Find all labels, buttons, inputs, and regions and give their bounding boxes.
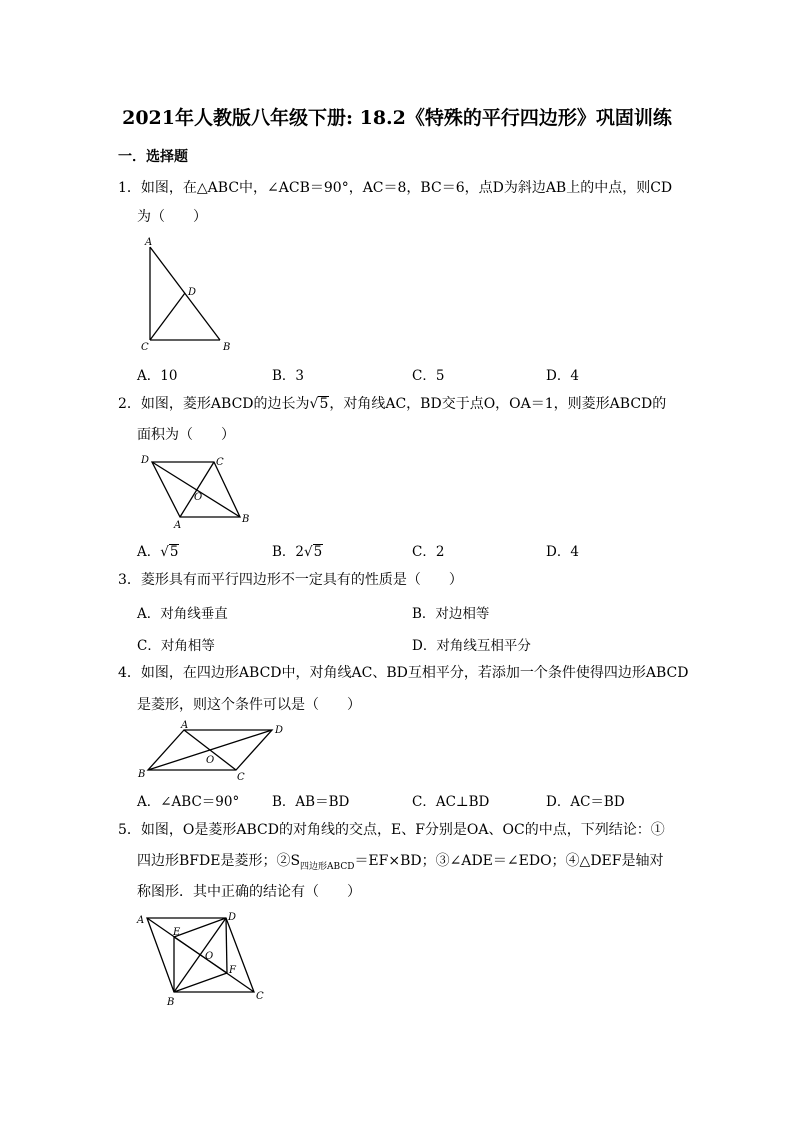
q5-stem-line1: 5．如图，O是菱形ABCD的对角线的交点，E、F分别是OA、OC的中点，下列结论：① bbox=[118, 822, 665, 838]
q3-option-d[interactable]: D．对角线互相平分 bbox=[412, 638, 531, 654]
q4-label-a: A bbox=[181, 720, 189, 731]
q1-option-d[interactable]: D．4 bbox=[546, 368, 579, 384]
q5-label-e: E bbox=[173, 927, 181, 938]
q2-option-a[interactable]: A．√5 bbox=[137, 544, 179, 560]
q1-option-b[interactable]: B．3 bbox=[272, 368, 305, 384]
q5-label-a: A bbox=[137, 915, 145, 926]
q2-option-b[interactable]: B．2√5 bbox=[272, 544, 323, 560]
q4-label-b: B bbox=[138, 769, 146, 780]
page-title: 2021年人教版八年级下册: 18.2《特殊的平行四边形》巩固训练 bbox=[122, 107, 672, 129]
section-heading: 一．选择题 bbox=[118, 149, 188, 165]
q1-option-a[interactable]: A．10 bbox=[137, 368, 178, 384]
q2-option-b-radicand: 5 bbox=[313, 544, 323, 560]
q2-option-a-radicand: 5 bbox=[169, 544, 179, 560]
q5-area-subscript: 四边形ABCD bbox=[300, 861, 355, 872]
q5-label-o: O bbox=[205, 951, 214, 962]
q4-stem-line2: 是菱形，则这个条件可以是（ ） bbox=[137, 697, 361, 713]
q1-label-b: B bbox=[223, 342, 231, 353]
q1-stem-line2: 为（ ） bbox=[137, 209, 207, 225]
q2-label-o: O bbox=[194, 492, 203, 503]
q1-label-d: D bbox=[188, 287, 197, 298]
q5-label-c: C bbox=[256, 991, 264, 1002]
q3-option-b[interactable]: B．对边相等 bbox=[412, 606, 490, 622]
q3-option-c[interactable]: C．对角相等 bbox=[137, 638, 215, 654]
q2-label-a: A bbox=[174, 520, 182, 531]
q4-label-c: C bbox=[237, 772, 245, 783]
q2-stem-part-b: ，对角线AC，BD交于点O，OA＝1，则菱形ABCD的 bbox=[329, 396, 667, 412]
q2-label-b: B bbox=[242, 514, 250, 525]
q1-label-c: C bbox=[141, 342, 149, 353]
q2-sqrt5: 5 bbox=[319, 396, 329, 412]
q4-option-b[interactable]: B．AB＝BD bbox=[272, 794, 350, 810]
q5-label-f: F bbox=[229, 965, 236, 976]
q4-label-o: O bbox=[206, 755, 215, 766]
q2-label-d: D bbox=[141, 455, 150, 466]
q5-label-d: D bbox=[228, 912, 237, 923]
q5-stem-part-a: 四边形BFDE是菱形；②S bbox=[137, 853, 301, 869]
q2-stem-line1: 2．如图，菱形ABCD的边长为√5，对角线AC，BD交于点O，OA＝1，则菱形ABCD的 bbox=[118, 396, 667, 412]
q4-option-c[interactable]: C．AC⊥BD bbox=[412, 794, 490, 810]
q4-stem-line1: 4．如图，在四边形ABCD中，对角线AC、BD互相平分，若添加一个条件使得四边形ABCD bbox=[118, 665, 689, 681]
q4-option-a[interactable]: A．∠ABC＝90° bbox=[137, 794, 240, 810]
q1-label-a: A bbox=[145, 237, 153, 248]
q5-stem-part-b: ＝EF×BD；③∠ADE＝∠EDO；④△DEF是轴对 bbox=[354, 853, 664, 869]
q4-option-d[interactable]: D．AC＝BD bbox=[546, 794, 625, 810]
q4-label-d: D bbox=[275, 725, 284, 736]
q2-option-d[interactable]: D．4 bbox=[546, 544, 579, 560]
q2-option-c[interactable]: C．2 bbox=[412, 544, 445, 560]
q5-label-b: B bbox=[167, 997, 175, 1008]
q1-option-c[interactable]: C．5 bbox=[412, 368, 445, 384]
q5-stem-line3: 称图形．其中正确的结论有（ ） bbox=[137, 884, 361, 900]
q3-option-a[interactable]: A．对角线垂直 bbox=[137, 606, 228, 622]
q2-label-c: C bbox=[216, 457, 224, 468]
q2-stem-part-a: 2．如图，菱形ABCD的边长为 bbox=[118, 396, 310, 412]
q1-stem-line1: 1．如图，在△ABC中，∠ACB＝90°，AC＝8，BC＝6，点D为斜边AB上的中点，则CD bbox=[118, 180, 673, 196]
q3-stem: 3．菱形具有而平行四边形不一定具有的性质是（ ） bbox=[118, 572, 463, 588]
q2-stem-line2: 面积为（ ） bbox=[137, 427, 235, 443]
q2-option-a-prefix: A． bbox=[137, 544, 161, 560]
q2-option-b-prefix: B．2 bbox=[272, 544, 305, 560]
